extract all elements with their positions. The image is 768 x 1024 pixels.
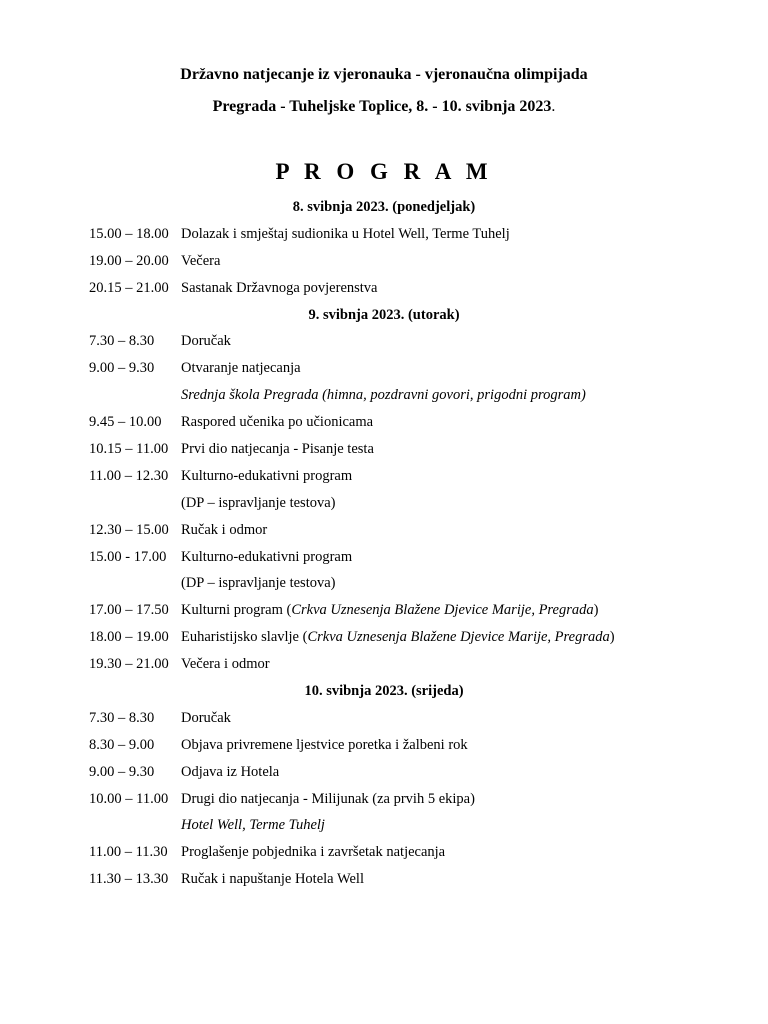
schedule-description xyxy=(181,814,325,836)
schedule-time: 7.30 – 8.30 xyxy=(89,709,155,726)
schedule-time: 15.00 - 17.00 xyxy=(89,548,167,565)
schedule-description xyxy=(181,465,352,487)
schedule-description xyxy=(181,492,336,514)
schedule-text: Kulturni program ( xyxy=(181,602,292,619)
schedule-time: 12.30 – 15.00 xyxy=(89,521,169,538)
schedule-time: 11.00 – 12.30 xyxy=(89,467,169,484)
schedule-text: Doručak xyxy=(181,709,231,726)
schedule-description xyxy=(181,546,352,568)
schedule-time: 9.00 – 9.30 xyxy=(89,763,155,780)
schedule-text: ) xyxy=(609,629,615,646)
schedule-description xyxy=(181,599,598,621)
schedule-row xyxy=(0,519,768,546)
schedule-text: (DP – ispravljanje testova) xyxy=(181,494,336,511)
schedule-description xyxy=(181,761,279,783)
schedule-row xyxy=(0,653,768,680)
schedule-time: 19.30 – 21.00 xyxy=(89,656,169,673)
schedule-description xyxy=(181,788,475,810)
schedule-text: Prvi dio natjecanja - Pisanje testa xyxy=(181,441,374,458)
schedule-description xyxy=(181,411,373,433)
schedule-row xyxy=(0,357,768,384)
schedule-row xyxy=(0,626,768,653)
schedule-text: Sastanak Državnoga povjerenstva xyxy=(181,279,378,296)
schedule-time: 10.15 – 11.00 xyxy=(89,441,169,458)
schedule-row xyxy=(0,250,768,277)
schedule-description xyxy=(181,519,267,541)
schedule-row xyxy=(0,868,768,895)
schedule-row xyxy=(0,277,768,304)
schedule-row xyxy=(0,788,768,815)
schedule-row xyxy=(0,734,768,761)
schedule-text: Otvaranje natjecanja xyxy=(181,360,301,377)
schedule-description xyxy=(181,626,615,648)
schedule-description xyxy=(181,384,586,406)
schedule-row xyxy=(0,546,768,573)
schedule-text: Kulturno-edukativni program xyxy=(181,548,353,565)
schedule-time: 7.30 – 8.30 xyxy=(89,333,155,350)
schedule-time: 17.00 – 17.50 xyxy=(89,602,169,619)
schedule-description xyxy=(181,330,231,352)
schedule-row xyxy=(0,572,768,599)
schedule-time: 18.00 – 19.00 xyxy=(89,629,169,646)
schedule xyxy=(0,196,768,895)
schedule-description xyxy=(181,841,445,863)
schedule-time: 8.30 – 9.00 xyxy=(89,736,155,753)
schedule-time: 19.00 – 20.00 xyxy=(89,252,169,269)
schedule-time: 11.00 – 11.30 xyxy=(89,844,168,861)
schedule-description xyxy=(181,357,301,379)
schedule-text: Euharistijsko slavlje ( xyxy=(181,629,308,646)
day-heading: 8. svibnja 2023. (ponedjeljak) xyxy=(292,199,476,215)
schedule-time: 20.15 – 21.00 xyxy=(89,279,169,296)
schedule-text: Ručak i odmor xyxy=(181,521,268,538)
schedule-location: Hotel Well, Terme Tuhelj xyxy=(181,817,325,834)
schedule-row xyxy=(0,223,768,250)
schedule-time: 9.45 – 10.00 xyxy=(89,414,162,431)
schedule-row xyxy=(0,465,768,492)
schedule-description xyxy=(181,707,231,729)
schedule-row xyxy=(0,492,768,519)
schedule-text: Kulturno-edukativni program xyxy=(181,467,353,484)
schedule-location: Srednja škola Pregrada (himna, pozdravni govori, prigodni program) xyxy=(181,387,586,404)
day-heading: 9. svibnja 2023. (utorak) xyxy=(308,306,460,323)
schedule-location: Crkva Uznesenja Blažene Djevice Marije, Pregrada xyxy=(291,602,594,619)
schedule-text: Raspored učenika po učionicama xyxy=(181,414,374,431)
schedule-description xyxy=(181,223,510,245)
schedule-description xyxy=(181,868,364,890)
schedule-description xyxy=(181,653,270,675)
schedule-row xyxy=(0,599,768,626)
schedule-text: Večera xyxy=(181,252,221,269)
document-title-text: Državno natjecanje iz vjeronauka - vjeronaučna olimpijada xyxy=(180,66,588,83)
schedule-row xyxy=(0,438,768,465)
day-heading: 10. svibnja 2023. (srijeda) xyxy=(304,683,464,700)
schedule-text: ) xyxy=(593,602,599,619)
schedule-row xyxy=(0,411,768,438)
schedule-description xyxy=(181,572,336,594)
document-title xyxy=(0,65,768,85)
schedule-text: (DP – ispravljanje testova) xyxy=(181,575,336,592)
schedule-description xyxy=(181,277,378,299)
document-subtitle-period: . xyxy=(551,98,556,115)
program-heading: P R O G R A M xyxy=(275,159,493,184)
schedule-text: Dolazak i smještaj sudionika u Hotel Well, Terme Tuhelj xyxy=(181,225,510,242)
schedule-text: Odjava iz Hotela xyxy=(181,763,280,780)
schedule-time: 11.30 – 13.30 xyxy=(89,871,169,888)
schedule-row xyxy=(0,707,768,734)
schedule-text: Objava privremene ljestvice poretka i žalbeni rok xyxy=(181,736,468,753)
document-subtitle xyxy=(0,97,768,117)
document-subtitle-text: Pregrada - Tuheljske Toplice, 8. - 10. svibnja 2023 xyxy=(212,98,552,115)
schedule-text: Drugi dio natjecanja - Milijunak (za prvih 5 ekipa) xyxy=(181,790,475,807)
schedule-text: Večera i odmor xyxy=(181,656,270,673)
schedule-row xyxy=(0,841,768,868)
schedule-time: 10.00 – 11.00 xyxy=(89,790,169,807)
schedule-description xyxy=(181,438,374,460)
schedule-time: 9.00 – 9.30 xyxy=(89,360,155,377)
schedule-text: Ručak i napuštanje Hotela Well xyxy=(181,871,364,888)
schedule-description xyxy=(181,250,220,272)
schedule-text: Proglašenje pobjednika i završetak natjecanja xyxy=(181,844,446,861)
schedule-row xyxy=(0,761,768,788)
schedule-row xyxy=(0,330,768,357)
schedule-text: Doručak xyxy=(181,333,231,350)
schedule-time: 15.00 – 18.00 xyxy=(89,225,169,242)
schedule-row xyxy=(0,384,768,411)
schedule-row xyxy=(0,814,768,841)
schedule-description xyxy=(181,734,468,756)
schedule-location: Crkva Uznesenja Blažene Djevice Marije, Pregrada xyxy=(307,629,610,646)
